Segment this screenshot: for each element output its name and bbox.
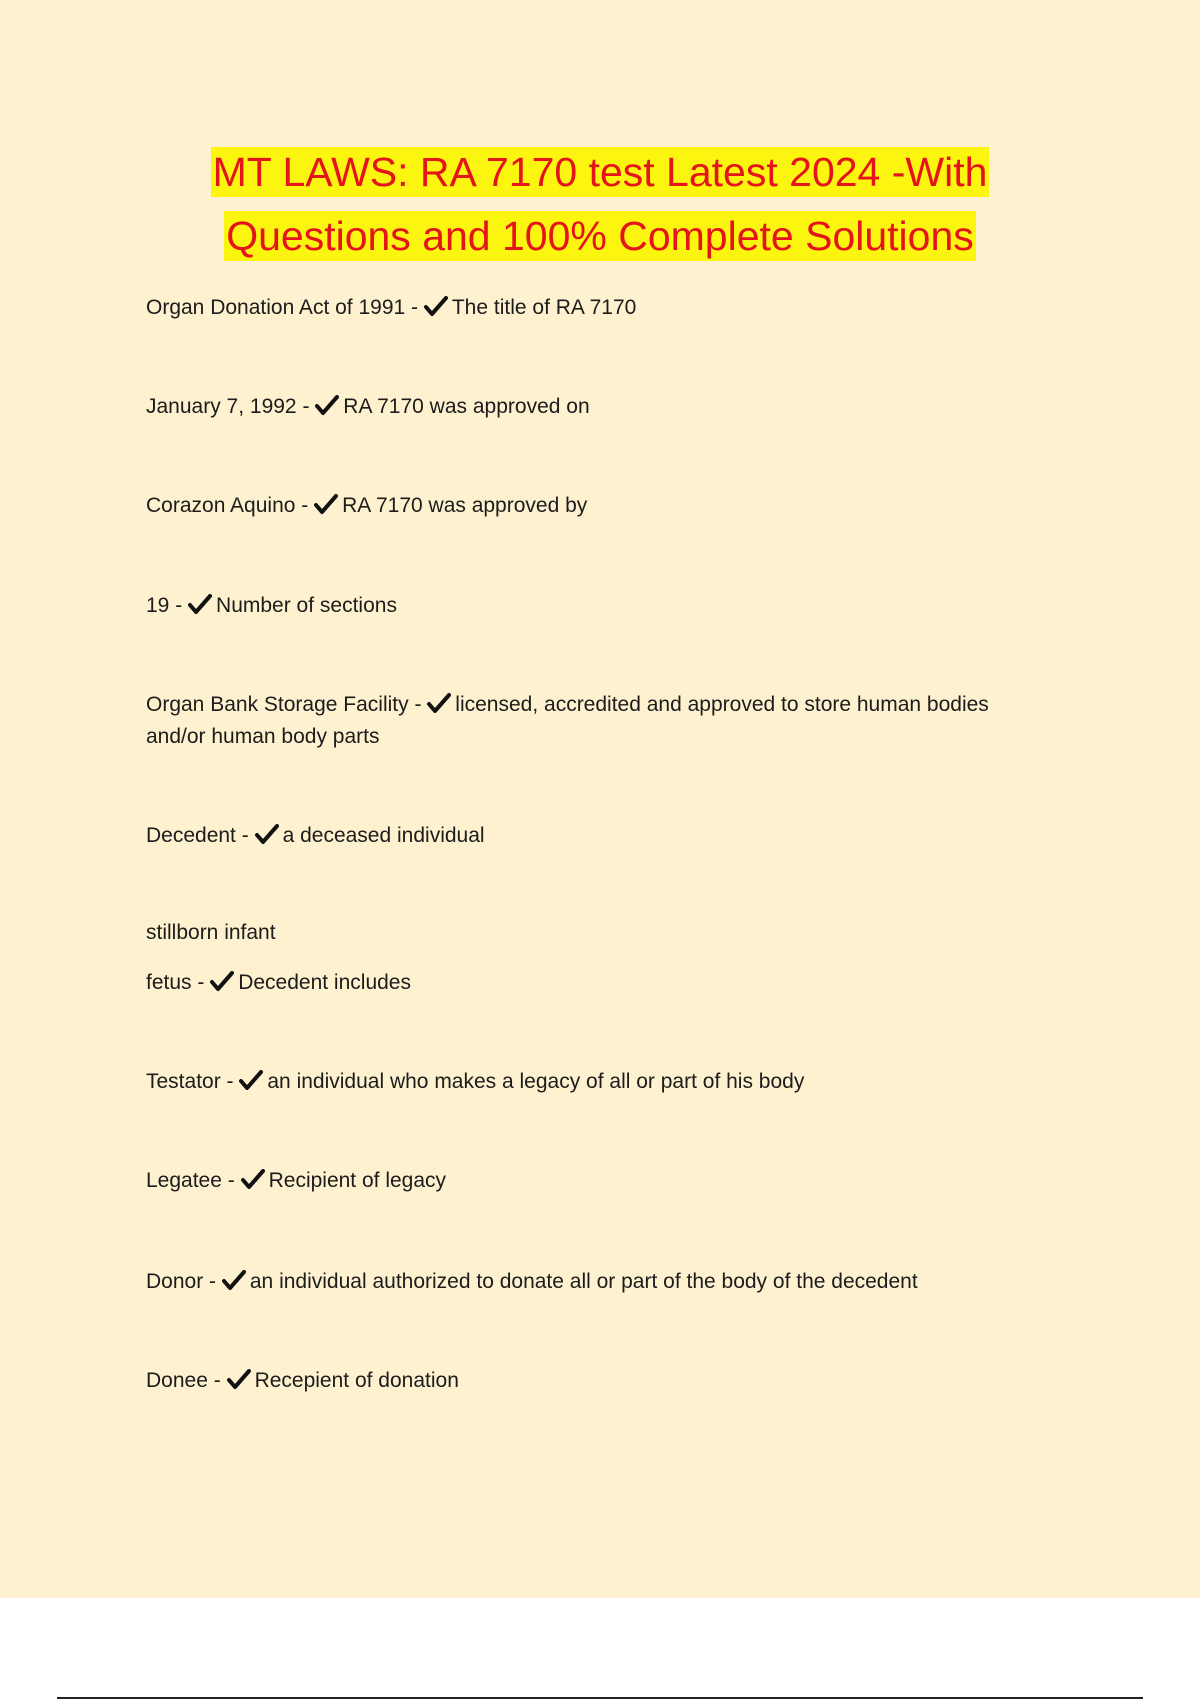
qa-item: fetus - Decedent includes bbox=[146, 971, 411, 994]
check-mark-icon bbox=[222, 1270, 246, 1291]
qa-item: Decedent - a deceased individual bbox=[146, 824, 485, 847]
qa-term-line: stillborn infant bbox=[146, 921, 276, 944]
qa-answer: Recipient of legacy bbox=[268, 1169, 447, 1192]
check-mark-icon bbox=[255, 824, 279, 845]
document-title bbox=[0, 140, 1200, 268]
qa-item: Donor - an individual authorized to donate all or part of the body of the decedent bbox=[146, 1270, 918, 1293]
qa-item: 19 - Number of sections bbox=[146, 594, 397, 617]
qa-answer: RA 7170 was approved by bbox=[342, 494, 588, 517]
qa-answer: licensed, accredited and approved to store human bodies and/or human body parts bbox=[146, 693, 989, 748]
qa-term: January 7, 1992 bbox=[146, 395, 297, 418]
qa-answer: Number of sections bbox=[216, 594, 397, 617]
check-mark-icon bbox=[424, 296, 448, 317]
qa-term: Organ Bank Storage Facility bbox=[146, 693, 409, 716]
qa-answer: RA 7170 was approved on bbox=[343, 395, 590, 418]
qa-term: Donor bbox=[146, 1270, 204, 1293]
qa-term: 19 bbox=[146, 594, 170, 617]
check-mark-icon bbox=[239, 1070, 263, 1091]
qa-answer: The title of RA 7170 bbox=[451, 296, 637, 319]
qa-item: Testator - an individual who makes a legacy of all or part of his body bbox=[146, 1070, 805, 1093]
qa-item: January 7, 1992 - RA 7170 was approved on bbox=[146, 395, 590, 418]
check-mark-icon bbox=[188, 594, 212, 615]
qa-term: Testator bbox=[146, 1070, 221, 1093]
check-mark-icon bbox=[315, 395, 339, 416]
qa-term: Donee bbox=[146, 1369, 208, 1392]
qa-item: Organ Bank Storage Facility - licensed, accredited and approved to store human bodies and/or human body parts bbox=[146, 693, 989, 748]
qa-item: Corazon Aquino - RA 7170 was approved by bbox=[146, 494, 588, 517]
check-mark-icon bbox=[314, 494, 338, 515]
check-mark-icon bbox=[427, 693, 451, 714]
check-mark-icon bbox=[210, 971, 234, 992]
qa-term: Corazon Aquino bbox=[146, 494, 296, 517]
title-line-2: Questions and 100% Complete Solutions bbox=[226, 213, 974, 259]
qa-term: Decedent bbox=[146, 824, 236, 847]
qa-item: Legatee - Recipient of legacy bbox=[146, 1169, 447, 1192]
qa-answer: Recepient of donation bbox=[254, 1369, 459, 1392]
qa-answer: an individual who makes a legacy of all or part of his body bbox=[267, 1070, 805, 1093]
footer-divider bbox=[57, 1697, 1143, 1699]
check-mark-icon bbox=[227, 1369, 251, 1390]
qa-term: Organ Donation Act of 1991 bbox=[146, 296, 406, 319]
check-mark-icon bbox=[241, 1169, 265, 1190]
qa-item: Organ Donation Act of 1991 - The title of RA 7170 bbox=[146, 296, 637, 319]
qa-item: Donee - Recepient of donation bbox=[146, 1369, 459, 1392]
qa-answer: an individual authorized to donate all or part of the body of the decedent bbox=[249, 1270, 918, 1293]
qa-term: fetus bbox=[146, 971, 192, 994]
qa-answer: Decedent includes bbox=[238, 971, 411, 994]
qa-term: Legatee bbox=[146, 1169, 222, 1192]
qa-answer: a deceased individual bbox=[282, 824, 485, 847]
title-line-1: MT LAWS: RA 7170 test Latest 2024 -With bbox=[212, 149, 988, 195]
